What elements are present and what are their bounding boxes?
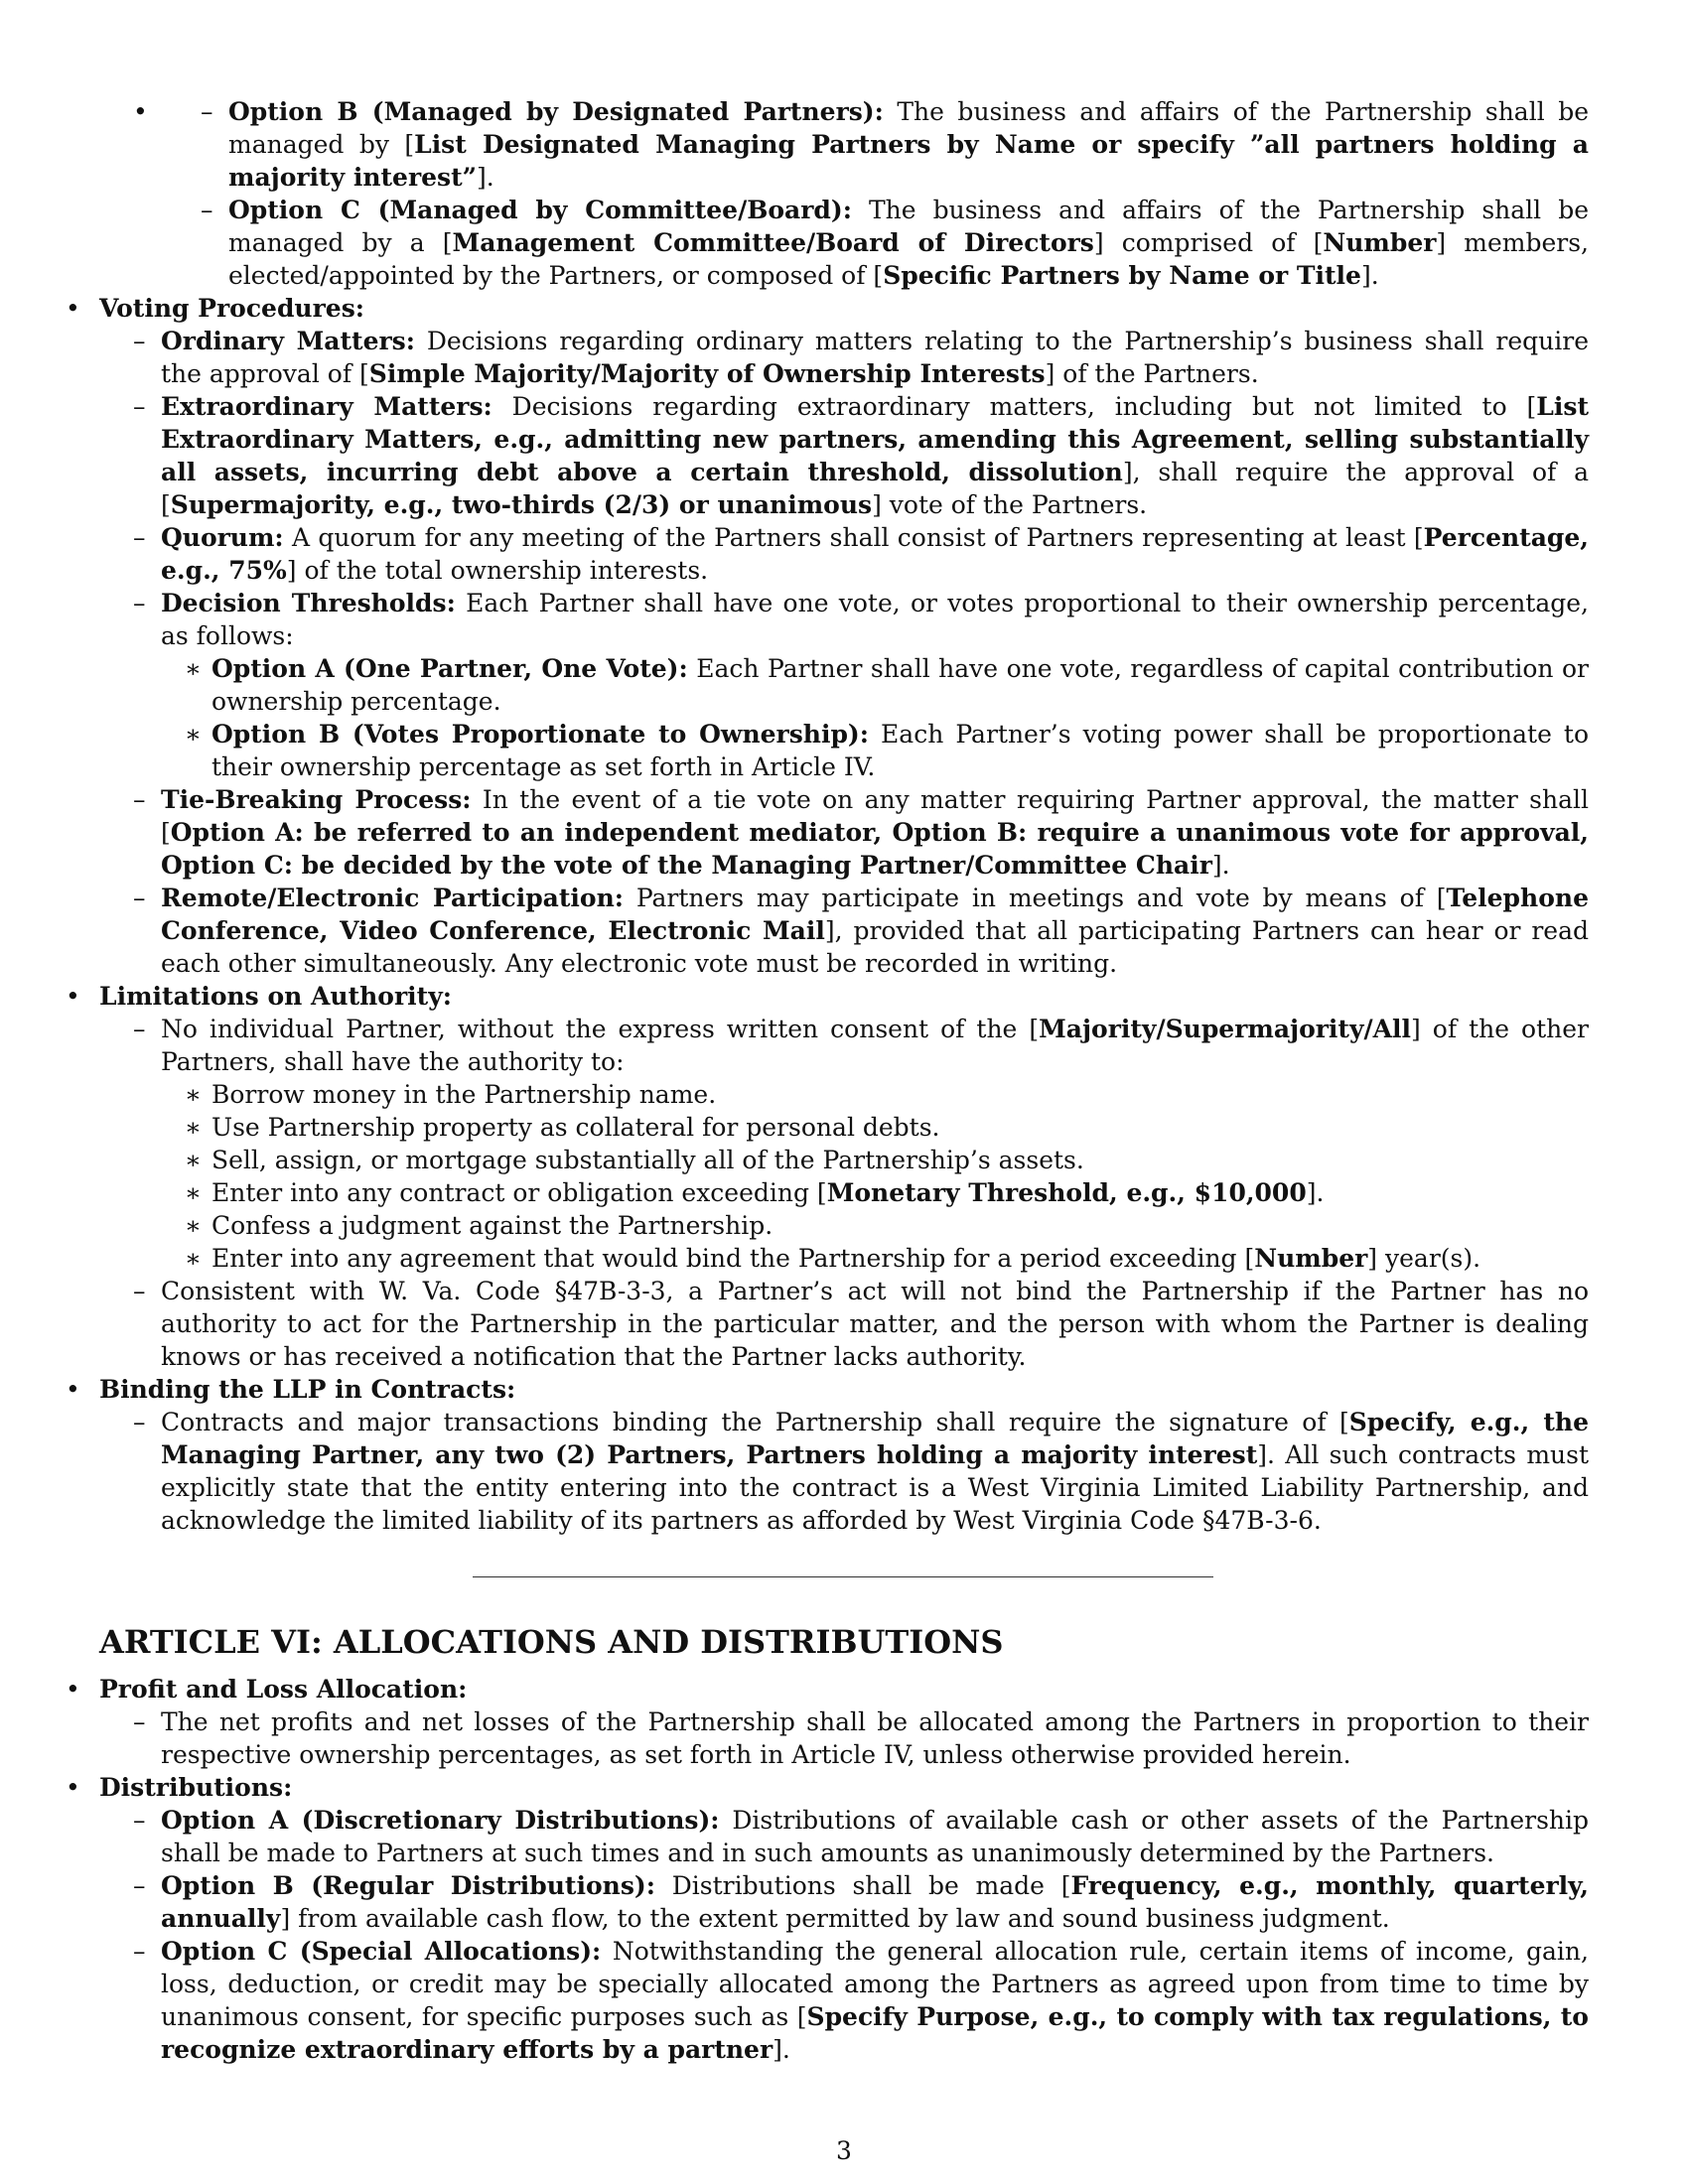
placeholder: Option A: be referred to an independent mediator, Option B: require a unanimous vote for approval, Option C: be decided by the vote of the Managing Partner/Committee Chair	[161, 818, 1589, 880]
placeholder: Simple Majority/Majority of Ownership Interests	[368, 359, 1046, 388]
placeholder: Number	[1323, 228, 1437, 257]
text: Contracts and major transactions binding the Partnership shall require the signature of [	[161, 1408, 1349, 1436]
text: No individual Partner, without the express written consent of the [	[161, 1015, 1040, 1043]
article6-list	[32, 1673, 1589, 2066]
text: The business and affairs of the Partnership shall be managed by a [	[228, 196, 1589, 257]
text: Each Partner’s voting power shall be proportionate to their ownership percentage as set forth in Article IV.	[211, 720, 1589, 781]
section-divider	[473, 1576, 1213, 1577]
binding-clause	[99, 1406, 1589, 1537]
text: ] year(s).	[1367, 1244, 1481, 1273]
text: ] from available cash flow, to the extent permitted by law and sound business judgment.	[280, 1904, 1390, 1933]
option-label: Option B (Managed by Designated Partners):	[228, 97, 884, 126]
option-b-designated-partners	[167, 95, 1589, 194]
option-c-committee	[167, 194, 1589, 292]
text: ].	[1211, 851, 1230, 880]
remote-participation	[99, 882, 1589, 980]
distribution-option-c	[99, 1935, 1589, 2066]
placeholder: Specify Purpose, e.g., to comply with tax regulations, to recognize extraordinary efforts by a partner	[161, 2002, 1589, 2064]
text: ] of the Partners.	[1045, 359, 1259, 388]
item-label: Tie-Breaking Process:	[161, 785, 472, 814]
placeholder: Telephone Conference, Video Conference, Electronic Mail	[161, 884, 1589, 945]
text: ] comprised of [	[1093, 228, 1324, 257]
text: ] members, elected/appointed by the Partners, or composed of [	[228, 228, 1589, 290]
placeholder: List Extraordinary Matters, e.g., admitting new partners, amending this Agreement, selling substantially all assets, incurring debt above a certain threshold, dissolution	[161, 392, 1589, 486]
text: Decisions regarding extraordinary matters, including but not limited to [	[492, 392, 1537, 421]
section-heading: Distributions:	[99, 1773, 293, 1802]
wv-code-clause: – Consistent with W. Va. Code §47B-3-3, a Partner’s act will not bind the Partnership if the Partner has no authority to act for the Partnership in the particular matter, and the person with whom the Partner is dealing knows or has received a notification that the Partner lacks authority.	[99, 1275, 1589, 1373]
text: ] of the total ownership interests.	[286, 556, 709, 585]
text: A quorum for any meeting of the Partners shall consist of Partners representing at least [	[283, 523, 1424, 552]
item-label: Remote/Electronic Participation:	[161, 884, 624, 912]
limit-item: ∗ Borrow money in the Partnership name.	[161, 1078, 1589, 1111]
page-number: 3	[836, 2136, 852, 2165]
extraordinary-matters	[99, 390, 1589, 521]
distribution-option-b	[99, 1869, 1589, 1935]
placeholder: Monetary Threshold, e.g., $10,000	[826, 1178, 1307, 1207]
management-continued	[99, 95, 1589, 292]
text: Each Partner shall have one vote, or votes proportional to their ownership percentage, as follows:	[161, 589, 1589, 650]
placeholder: Percentage, e.g., 75%	[161, 523, 1589, 585]
text: Distributions of available cash or other assets of the Partnership shall be made to Partners at such times and in such amounts as unanimously determined by the Partners.	[161, 1806, 1589, 1867]
management-options	[99, 95, 1589, 292]
decision-thresholds	[99, 587, 1589, 783]
section-heading: Voting Procedures:	[99, 294, 364, 323]
binding-contracts	[32, 1373, 1589, 1537]
option-label: Option C (Managed by Committee/Board):	[228, 196, 852, 224]
limitations-on-authority	[32, 980, 1589, 1373]
option-label: Option C (Special Allocations):	[161, 1937, 602, 1966]
text: Each Partner shall have one vote, regardless of capital contribution or ownership percentage.	[211, 654, 1589, 716]
limit-item	[161, 1176, 1589, 1209]
document-page	[99, 95, 1589, 2066]
placeholder: Majority/Supermajority/All	[1039, 1015, 1412, 1043]
text: In the event of a tie vote on any matter requiring Partner approval, the matter shall [	[161, 785, 1589, 847]
option-label: Option B (Regular Distributions):	[161, 1871, 655, 1900]
authority-intro	[99, 1013, 1589, 1275]
quorum	[99, 521, 1589, 587]
text: Decisions regarding ordinary matters relating to the Partnership’s business shall require the approval of [	[161, 327, 1589, 388]
threshold-option-a	[161, 652, 1589, 718]
text: Distributions shall be made [	[654, 1871, 1071, 1900]
placeholder: Management Committee/Board of Directors	[452, 228, 1094, 257]
option-label: Option A (One Partner, One Vote):	[211, 654, 688, 683]
article-title: ARTICLE VI: ALLOCATIONS AND DISTRIBUTIONS	[99, 1623, 1004, 1661]
text: The business and affairs of the Partnership shall be managed by [	[228, 97, 1589, 159]
limit-item: ∗ Use Partnership property as collateral for personal debts.	[161, 1111, 1589, 1144]
limit-item: ∗ Sell, assign, or mortgage substantially all of the Partnership’s assets.	[161, 1144, 1589, 1176]
distributions	[32, 1771, 1589, 2066]
text: ], shall require the approval of a [	[161, 458, 1589, 519]
text: ], provided that all participating Partners can hear or read each other simultaneously. Any electronic vote must be recorded in writing.	[161, 916, 1590, 978]
voting-procedures	[32, 292, 1589, 980]
distribution-option-a	[99, 1804, 1589, 1869]
placeholder: Supermajority, e.g., two-thirds (2/3) or unanimous	[170, 490, 873, 519]
tie-breaking	[99, 783, 1589, 882]
item-label: Extraordinary Matters:	[161, 392, 492, 421]
text: ].	[1306, 1178, 1325, 1207]
section-heading: Limitations on Authority:	[99, 982, 452, 1011]
text: Enter into any agreement that would bind the Partnership for a period exceeding [	[211, 1244, 1255, 1273]
text: Enter into any contract or obligation exceeding [	[211, 1178, 827, 1207]
profit-loss-allocation	[32, 1673, 1589, 1771]
section-heading: Binding the LLP in Contracts:	[99, 1375, 516, 1404]
text: ].	[477, 163, 494, 192]
limit-item	[161, 1242, 1589, 1275]
placeholder: Specific Partners by Name or Title	[883, 261, 1361, 290]
item-label: Ordinary Matters:	[161, 327, 415, 355]
option-label: Option B (Votes Proportionate to Ownership):	[211, 720, 869, 749]
text: ].	[1360, 261, 1379, 290]
limit-item: ∗ Confess a judgment against the Partnership.	[161, 1209, 1589, 1242]
text: Notwithstanding the general allocation rule, certain items of income, gain, loss, deduction, or credit may be specially allocated among the Partners as agreed upon from time to time by unanimous consent, for specific purposes such as [	[161, 1937, 1589, 2031]
text: Partners may participate in meetings and vote by means of [	[624, 884, 1447, 912]
text: ]. All such contracts must explicitly state that the entity entering into the contract is a West Virginia Limited Liability Partnership, and acknowledge the limited liability of its partners as afforded by West Virginia Code §47B-3-6.	[161, 1440, 1590, 1535]
allocation-clause: – The net profits and net losses of the Partnership shall be allocated among the Partners in proportion to their respective ownership percentages, as set forth in Article IV, unless otherwise provided herein.	[99, 1706, 1589, 1771]
item-label: Quorum:	[161, 523, 284, 552]
ordinary-matters	[99, 325, 1589, 390]
item-label: Decision Thresholds:	[161, 589, 456, 617]
option-label: Option A (Discretionary Distributions):	[161, 1806, 720, 1835]
placeholder: Number	[1254, 1244, 1368, 1273]
section-heading: Profit and Loss Allocation:	[99, 1675, 468, 1704]
threshold-option-b	[161, 718, 1589, 783]
section-list	[32, 292, 1589, 1537]
placeholder: Frequency, e.g., monthly, quarterly, annually	[161, 1871, 1589, 1933]
text: ] vote of the Partners.	[872, 490, 1148, 519]
text: ] of the other Partners, shall have the authority to:	[161, 1015, 1589, 1076]
placeholder: Specify, e.g., the Managing Partner, any two (2) Partners, Partners holding a majority interest	[161, 1408, 1589, 1469]
text: ].	[773, 2035, 790, 2064]
placeholder: List Designated Managing Partners by Name or specify ”all partners holding a majority interest”	[228, 130, 1589, 192]
